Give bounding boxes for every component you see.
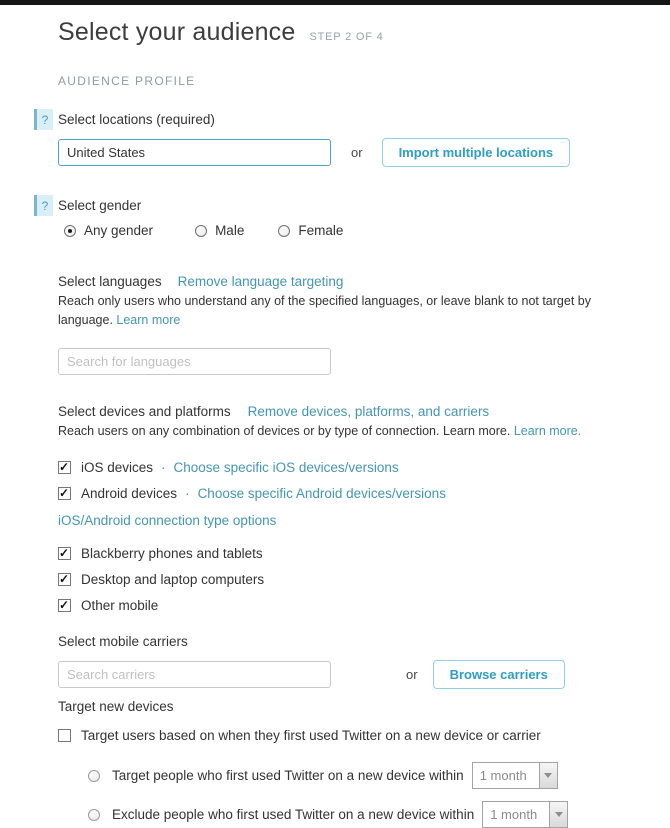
android-devices-checkbox[interactable]: [58, 487, 71, 500]
dot-separator: ·: [185, 486, 190, 502]
remove-devices-link[interactable]: Remove devices, platforms, and carriers: [247, 403, 490, 419]
target-users-row: [58, 728, 642, 743]
exclude-within-label[interactable]: Exclude people who first used Twitter on a new device within: [112, 807, 475, 823]
gender-section: [41, 198, 642, 238]
help-icon[interactable]: ?: [34, 109, 53, 130]
languages-section: [58, 274, 642, 375]
target-users-checkbox[interactable]: [58, 729, 71, 742]
blackberry-label[interactable]: Blackberry phones and tablets: [81, 546, 263, 562]
ios-devices-row: [58, 460, 642, 475]
exclude-within-select[interactable]: [482, 801, 568, 828]
locations-label: Select locations (required): [58, 112, 215, 127]
languages-label: Select languages: [58, 274, 162, 289]
desktop-label[interactable]: Desktop and laptop computers: [81, 572, 265, 588]
exclude-within-radio[interactable]: [88, 809, 100, 821]
any-gender-radio-label[interactable]: Any gender: [84, 223, 154, 238]
or-label: or: [351, 145, 363, 160]
chevron-down-icon[interactable]: [549, 802, 567, 827]
devices-description: Reach users on any combination of devices or by type of connection. Learn more. Learn more.: [58, 423, 582, 438]
locations-section: [41, 112, 642, 167]
other-mobile-label[interactable]: Other mobile: [81, 598, 159, 614]
target-within-row: [58, 762, 642, 789]
step-indicator: STEP 2 OF 4: [309, 31, 384, 43]
dot-separator: ·: [161, 460, 166, 476]
new-devices-section: [58, 699, 642, 828]
chevron-down-icon[interactable]: [539, 763, 557, 788]
target-within-select[interactable]: [472, 762, 558, 789]
other-mobile-row: [58, 598, 642, 613]
female-radio-label[interactable]: Female: [298, 223, 344, 238]
devices-label: Select devices and platforms: [58, 403, 231, 419]
android-devices-label[interactable]: Android devices: [81, 486, 178, 502]
devices-section: [58, 404, 642, 613]
male-radio[interactable]: [195, 225, 207, 237]
any-gender-radio[interactable]: [64, 225, 76, 237]
devices-learn-more-link[interactable]: Learn more.: [513, 423, 582, 438]
other-mobile-checkbox[interactable]: [58, 599, 71, 612]
carriers-section: [58, 634, 642, 689]
android-devices-row: [58, 486, 642, 501]
choose-android-versions-link[interactable]: Choose specific Android devices/versions: [197, 486, 446, 502]
select-value: 1 month: [490, 807, 538, 823]
audience-profile-header: AUDIENCE PROFILE: [58, 74, 196, 88]
desktop-row: [58, 572, 642, 587]
carriers-label: Select mobile carriers: [58, 634, 188, 650]
languages-learn-more-link[interactable]: Learn more: [116, 313, 181, 328]
select-value: 1 month: [479, 768, 527, 784]
title-row: [58, 18, 642, 47]
choose-ios-versions-link[interactable]: Choose specific iOS devices/versions: [173, 460, 399, 476]
remove-language-targeting-link[interactable]: Remove language targeting: [177, 274, 344, 289]
target-within-label[interactable]: Target people who first used Twitter on a new device within: [112, 768, 464, 784]
languages-description: Reach only users who understand any of the specified languages, or leave blank to not target by language. Learn more: [58, 294, 591, 328]
connection-type-options-link[interactable]: iOS/Android connection type options: [58, 513, 277, 529]
ios-devices-label[interactable]: iOS devices: [81, 460, 154, 476]
import-locations-button[interactable]: Import multiple locations: [382, 138, 571, 167]
blackberry-checkbox[interactable]: [58, 547, 71, 560]
blackberry-row: [58, 546, 642, 561]
languages-search-input[interactable]: [58, 348, 331, 375]
exclude-within-row: [58, 801, 642, 828]
browse-carriers-button[interactable]: Browse carriers: [433, 660, 565, 689]
audience-form: [0, 5, 670, 828]
male-radio-label[interactable]: Male: [215, 223, 245, 238]
target-users-checkbox-label[interactable]: Target users based on when they first used Twitter on a new device or carrier: [81, 728, 541, 744]
target-within-radio[interactable]: [88, 770, 100, 782]
carriers-search-input[interactable]: [58, 661, 331, 688]
desktop-checkbox[interactable]: [58, 573, 71, 586]
ios-devices-checkbox[interactable]: [58, 461, 71, 474]
locations-input[interactable]: [58, 139, 331, 166]
gender-label: Select gender: [58, 198, 142, 213]
female-radio[interactable]: [278, 225, 290, 237]
page-title: Select your audience: [58, 18, 296, 46]
target-new-devices-label: Target new devices: [58, 699, 174, 715]
help-icon[interactable]: ?: [34, 195, 53, 216]
or-label: or: [406, 667, 418, 683]
